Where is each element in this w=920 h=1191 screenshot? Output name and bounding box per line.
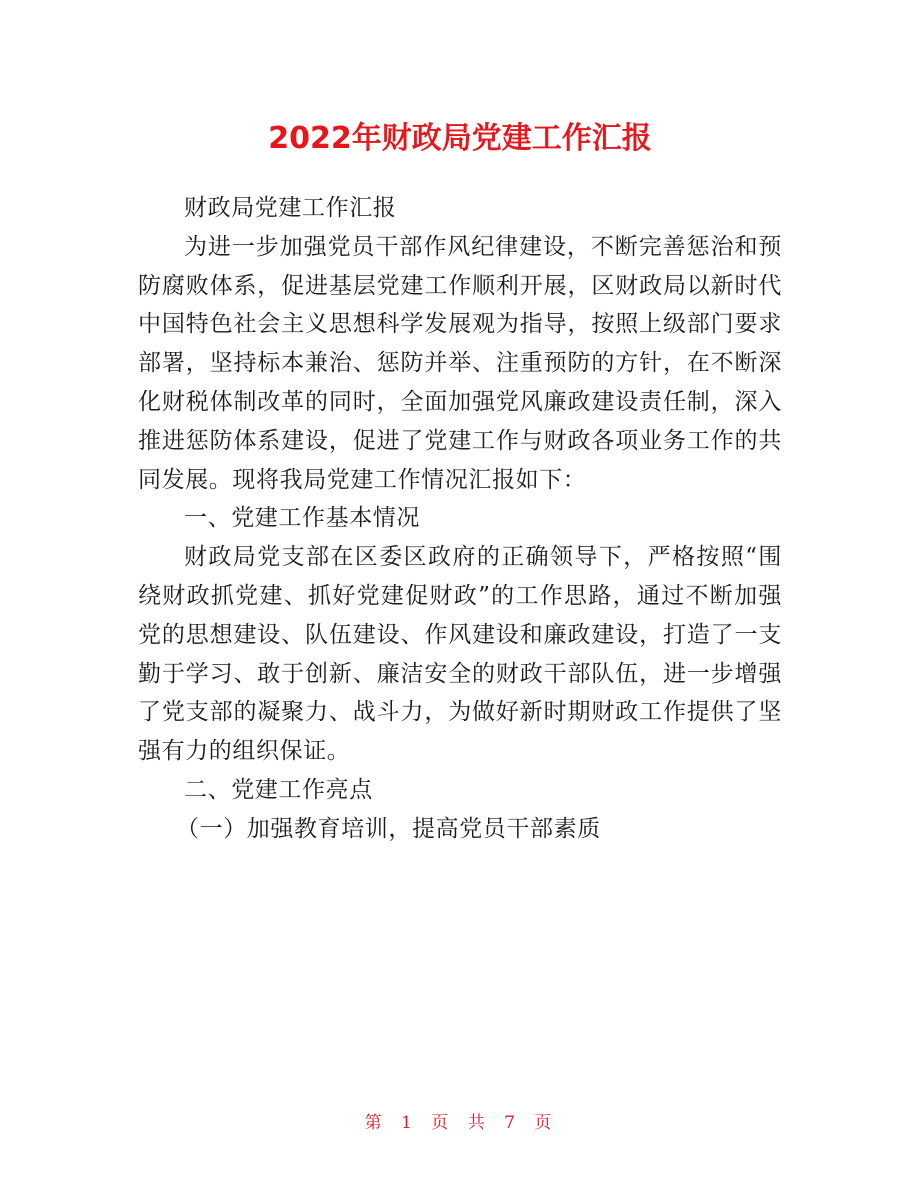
document-body — [138, 189, 782, 849]
paragraph-heading: 财政局党建工作汇报 — [184, 195, 397, 221]
document-title: 2022年财政局党建工作汇报 — [268, 121, 652, 156]
section-heading-1: 一、党建工作基本情况 — [184, 505, 420, 532]
page-footer: 第 1 页 共 7 页 — [364, 1113, 556, 1133]
paragraph-section-1: 财政局党支部在区委区政府的正确领导下，严格按照“围绕财政抓党建、抓好党建促财政”的工作思路，通过不断加强党的思想建设、队伍建设、作风建设和廉政建设，打造了一支勤于学习、敢于创新、廉洁安全的财政干部队伍，进一步增强了党支部的凝聚力、战斗力，为做好新时期财政工作提供了坚强有力的组织保证。 — [138, 544, 782, 765]
subsection-heading-1: （一）加强教育培训，提高党员干部素质 — [176, 815, 601, 842]
section-heading-2: 二、党建工作亮点 — [184, 776, 373, 803]
paragraph-intro: 为进一步加强党员干部作风纪律建设，不断完善惩治和预防腐败体系，促进基层党建工作顺利开展，区财政局以新时代中国特色社会主义思想科学发展观为指导，按照上级部门要求部署，坚持标本兼治、惩防并举、注重预防的方针，在不断深化财税体制改革的同时，全面加强党风廉政建设责任制，深入推进惩防体系建设，促进了党建工作与财政各项业务工作的共同发展。现将我局党建工作情况汇报如下： — [138, 233, 782, 493]
